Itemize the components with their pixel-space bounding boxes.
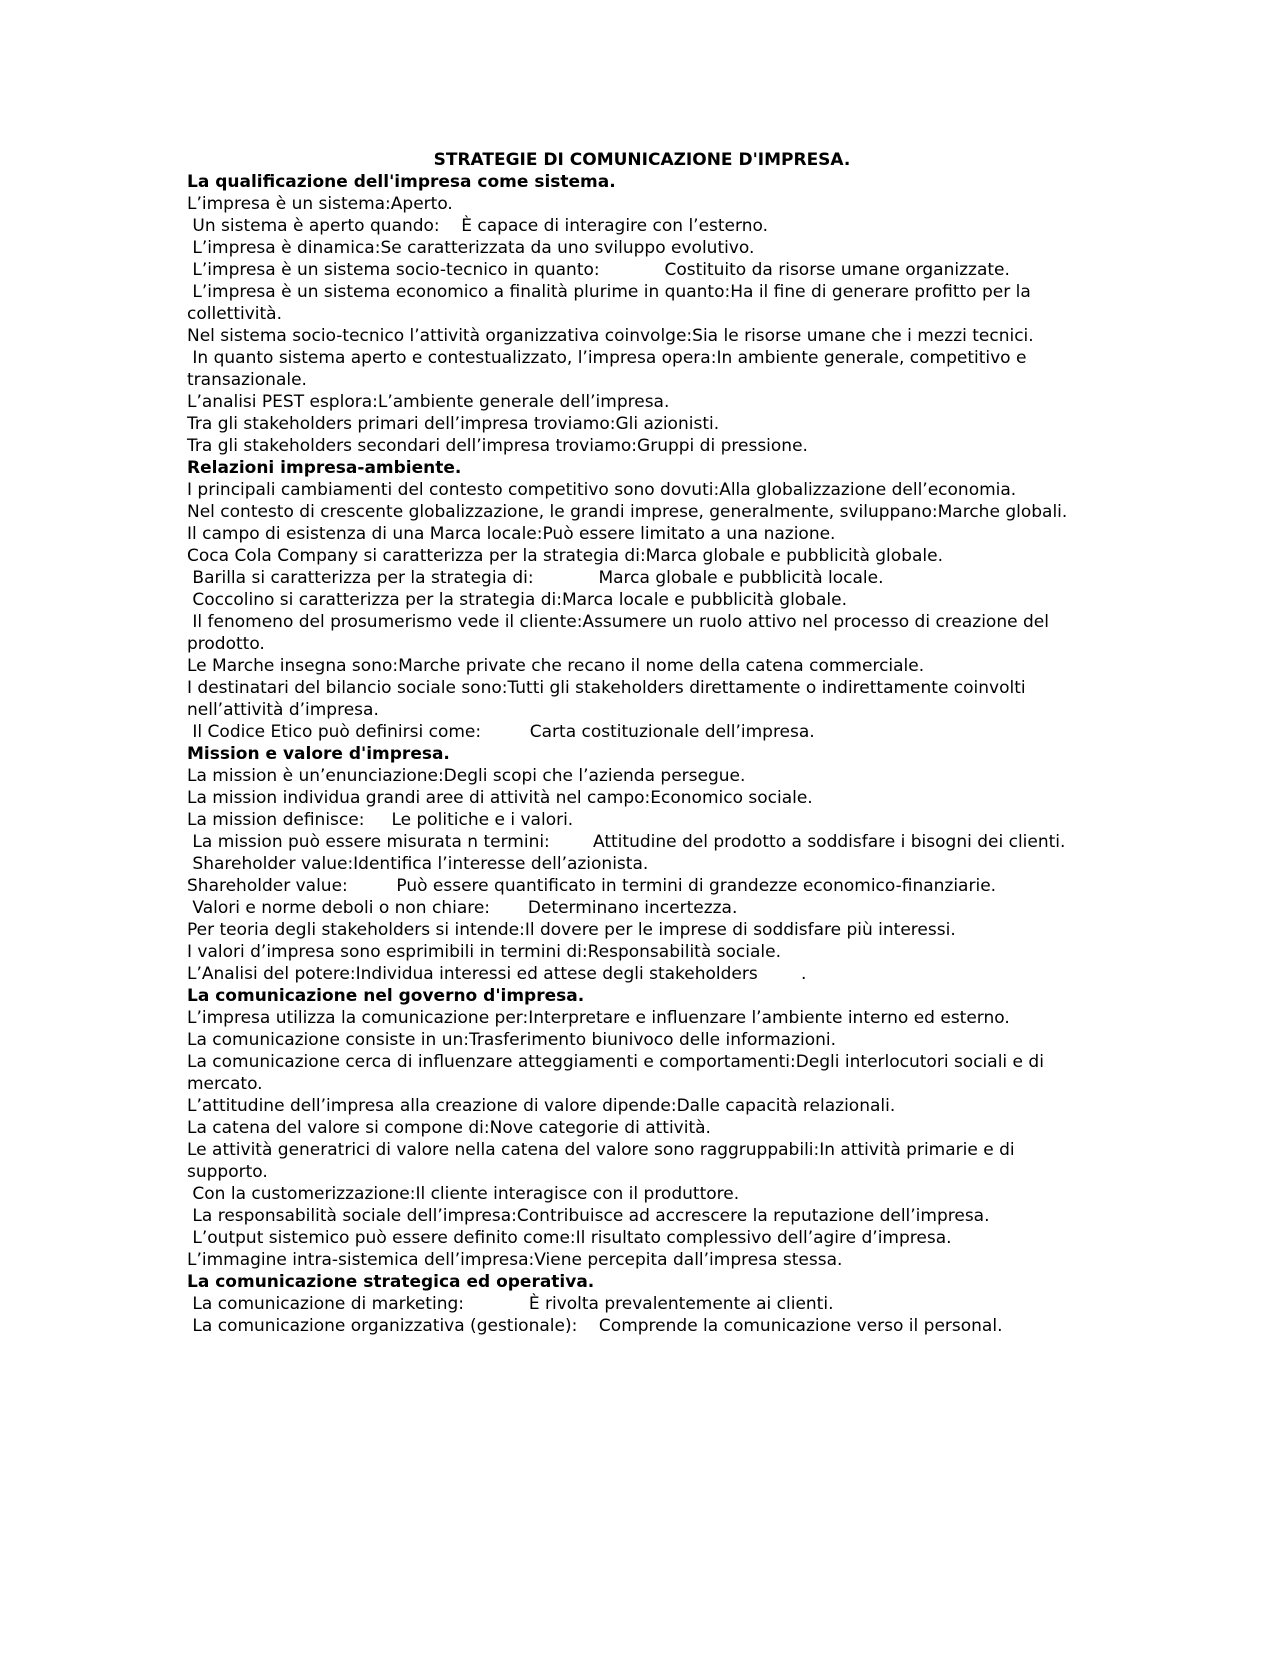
sections-container	[187, 171, 1097, 1337]
text-line: L’Analisi del potere:Individua interessi ed attese degli stakeholders .	[187, 964, 807, 984]
section-heading: Relazioni impresa-ambiente.	[187, 458, 462, 478]
text-line: La mission definisce: Le politiche e i valori.	[187, 810, 574, 830]
text-line: La mission è un’enunciazione:Degli scopi che l’azienda persegue.	[187, 766, 746, 786]
text-line: Nel contesto di crescente globalizzazione, le grandi imprese, generalmente, sviluppano:Marche globali.	[187, 502, 1068, 522]
text-line: La responsabilità sociale dell’impresa:Contribuisce ad accrescere la reputazione dell’impresa.	[187, 1206, 990, 1226]
text-line: L’output sistemico può essere definito come:Il risultato complessivo dell’agire d’impresa.	[187, 1228, 952, 1248]
text-line: La mission può essere misurata n termini: Attitudine del prodotto a soddisfare i bisogni dei clienti.	[187, 832, 1066, 852]
text-line: La comunicazione organizzativa (gestionale): Comprende la comunicazione verso il personal.	[187, 1316, 1003, 1336]
text-line: L’impresa utilizza la comunicazione per:Interpretare e influenzare l’ambiente interno ed esterno.	[187, 1008, 1010, 1028]
text-line: Il Codice Etico può definirsi come: Carta costituzionale dell’impresa.	[187, 722, 815, 742]
text-line: Per teoria degli stakeholders si intende:Il dovere per le imprese di soddisfare più interessi.	[187, 920, 956, 940]
text-line: L’impresa è un sistema:Aperto.	[187, 194, 453, 214]
text-line: La comunicazione cerca di influenzare atteggiamenti e comportamenti:Degli interlocutori sociali e di mercato.	[187, 1052, 1050, 1094]
text-line: Il campo di esistenza di una Marca locale:Può essere limitato a una nazione.	[187, 524, 836, 544]
text-line: Coccolino si caratterizza per la strategia di:Marca locale e pubblicità globale.	[187, 590, 848, 610]
text-line: In quanto sistema aperto e contestualizzato, l’impresa opera:In ambiente generale, competitivo e transazionale.	[187, 348, 1032, 390]
section-heading: La qualificazione dell'impresa come sistema.	[187, 172, 616, 192]
text-line: Barilla si caratterizza per la strategia di: Marca globale e pubblicità locale.	[187, 568, 884, 588]
section	[187, 1271, 1097, 1337]
text-line: Nel sistema socio-tecnico l’attività organizzativa coinvolge:Sia le risorse umane che i mezzi tecnici.	[187, 326, 1034, 346]
text-line: Valori e norme deboli o non chiare: Determinano incertezza.	[187, 898, 738, 918]
text-line: L’immagine intra-sistemica dell’impresa:Viene percepita dall’impresa stessa.	[187, 1250, 843, 1270]
text-line: L’impresa è un sistema economico a finalità plurime in quanto:Ha il fine di generare profitto per la collettività.	[187, 282, 1037, 324]
text-line: L’impresa è dinamica:Se caratterizzata da uno sviluppo evolutivo.	[187, 238, 755, 258]
text-line: I destinatari del bilancio sociale sono:Tutti gli stakeholders direttamente o indirettamente coinvolti nell’attività d’impresa.	[187, 678, 1032, 720]
text-line: Il fenomeno del prosumerismo vede il cliente:Assumere un ruolo attivo nel processo di creazione del prodotto.	[187, 612, 1055, 654]
section-heading: La comunicazione nel governo d'impresa.	[187, 986, 585, 1006]
text-line: La mission individua grandi aree di attività nel campo:Economico sociale.	[187, 788, 813, 808]
section	[187, 743, 1097, 985]
text-line: Le Marche insegna sono:Marche private che recano il nome della catena commerciale.	[187, 656, 925, 676]
text-line: L’attitudine dell’impresa alla creazione di valore dipende:Dalle capacità relazionali.	[187, 1096, 896, 1116]
text-line: La comunicazione consiste in un:Trasferimento biunivoco delle informazioni.	[187, 1030, 837, 1050]
section	[187, 985, 1097, 1271]
section	[187, 457, 1097, 743]
text-line: L’impresa è un sistema socio-tecnico in quanto: Costituito da risorse umane organizzate.	[187, 260, 1010, 280]
text-line: I valori d’impresa sono esprimibili in termini di:Responsabilità sociale.	[187, 942, 781, 962]
text-line: Le attività generatrici di valore nella catena del valore sono raggruppabili:In attività primarie e di supporto.	[187, 1140, 1021, 1182]
text-line: La catena del valore si compone di:Nove categorie di attività.	[187, 1118, 711, 1138]
section	[187, 171, 1097, 457]
section-heading: La comunicazione strategica ed operativa.	[187, 1272, 595, 1292]
section-heading: Mission e valore d'impresa.	[187, 744, 450, 764]
document-body	[187, 149, 1097, 1337]
text-line: Shareholder value:Identifica l’interesse dell’azionista.	[187, 854, 649, 874]
text-line: Con la customerizzazione:Il cliente interagisce con il produttore.	[187, 1184, 740, 1204]
text-line: L’analisi PEST esplora:L’ambiente generale dell’impresa.	[187, 392, 670, 412]
text-line: Tra gli stakeholders secondari dell’impresa troviamo:Gruppi di pressione.	[187, 436, 808, 456]
text-line: Tra gli stakeholders primari dell’impresa troviamo:Gli azionisti.	[187, 414, 720, 434]
text-line: Un sistema è aperto quando: È capace di interagire con l’esterno.	[187, 216, 768, 236]
text-line: Coca Cola Company si caratterizza per la strategia di:Marca globale e pubblicità globale.	[187, 546, 943, 566]
document-title: STRATEGIE DI COMUNICAZIONE D'IMPRESA.	[433, 150, 851, 170]
text-line: I principali cambiamenti del contesto competitivo sono dovuti:Alla globalizzazione dell’economia.	[187, 480, 1017, 500]
text-line: Shareholder value: Può essere quantificato in termini di grandezze economico-finanziarie.	[187, 876, 997, 896]
text-line: La comunicazione di marketing: È rivolta prevalentemente ai clienti.	[187, 1294, 834, 1314]
